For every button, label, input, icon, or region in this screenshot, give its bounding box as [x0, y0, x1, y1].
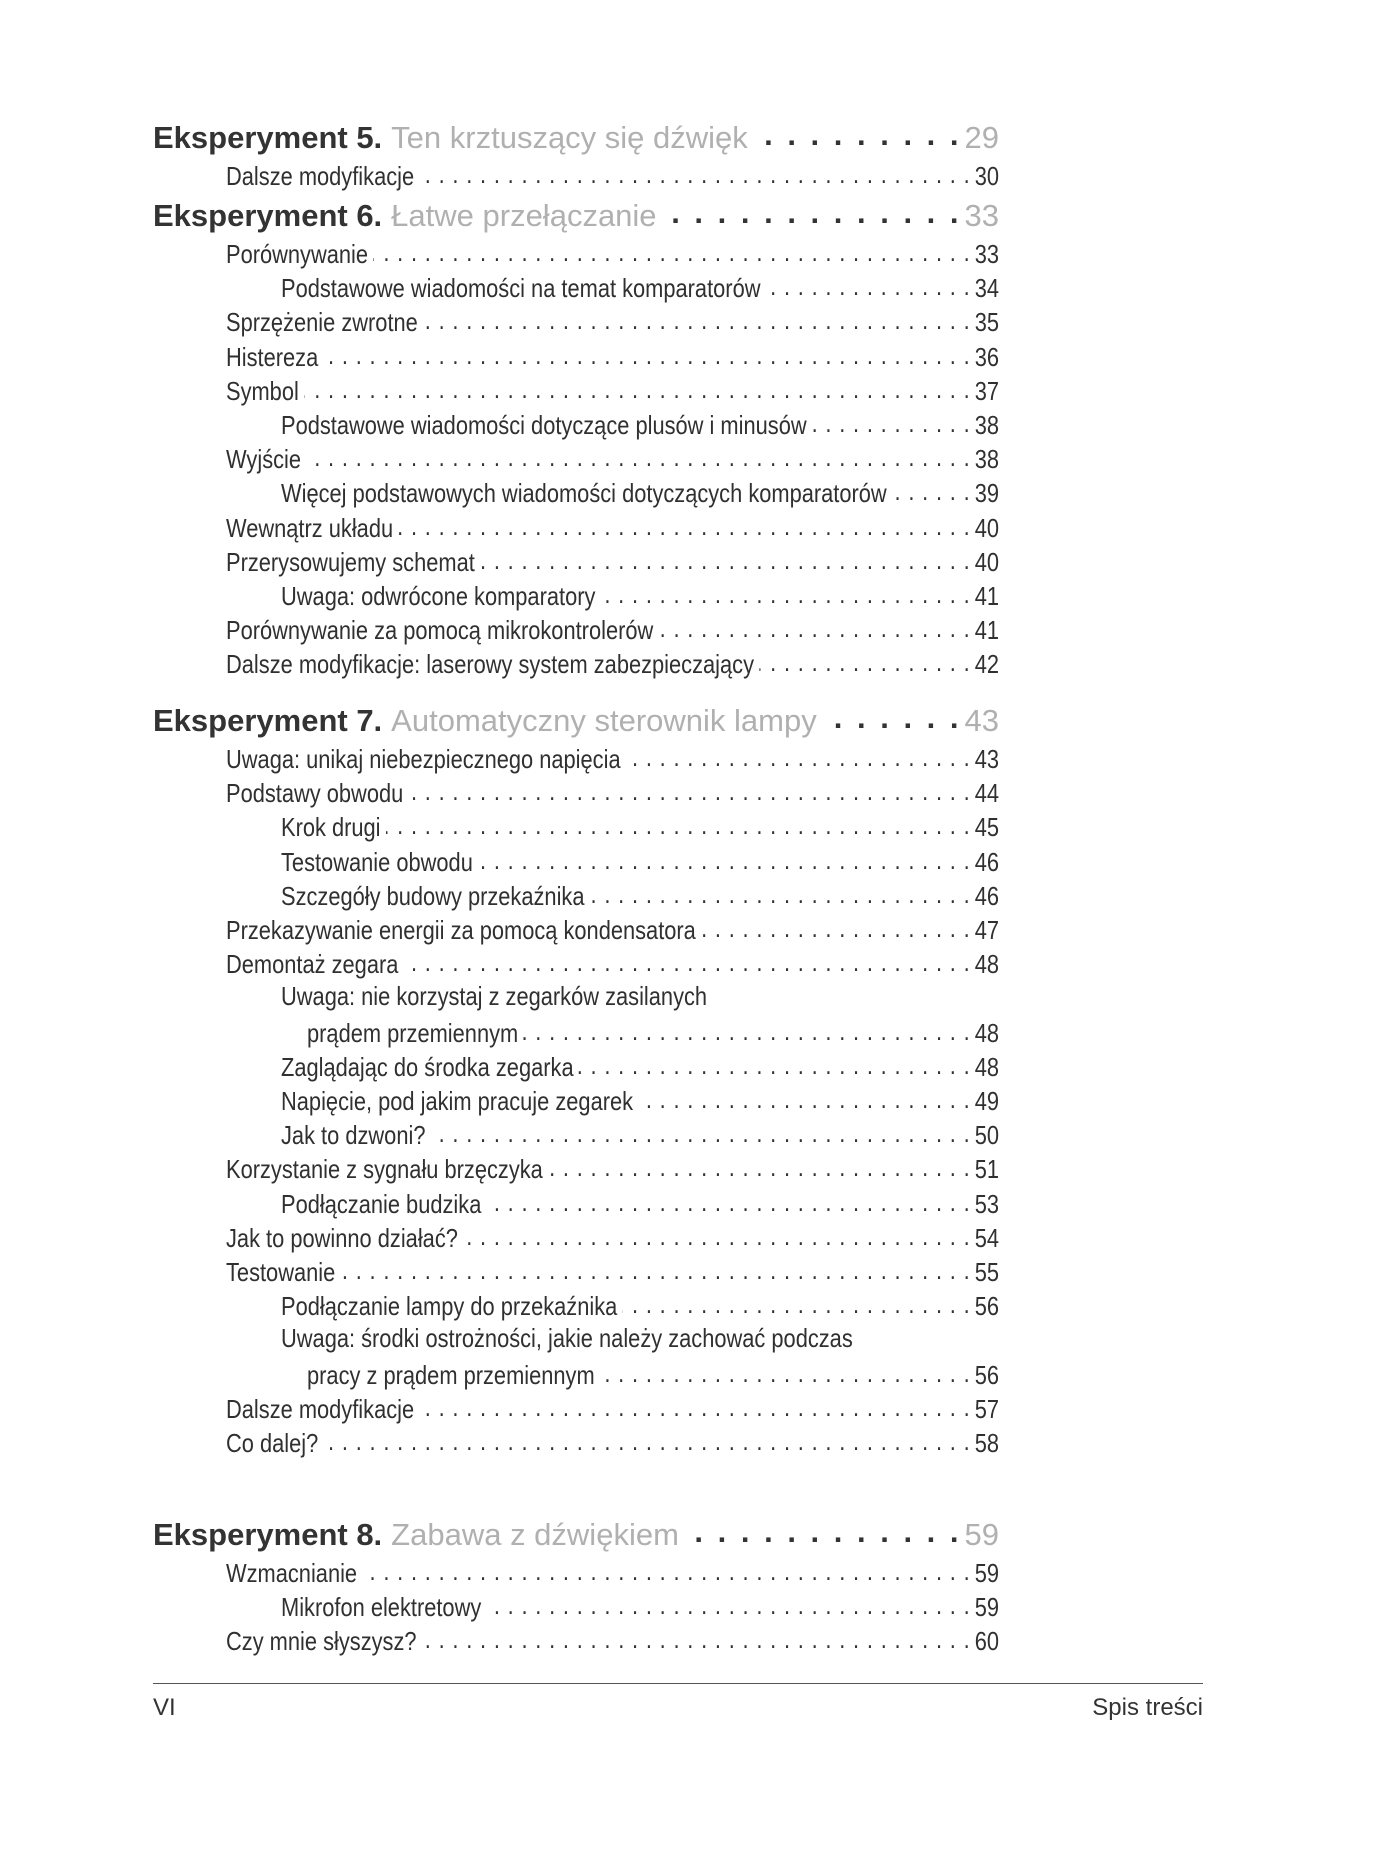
entry-title: Uwaga: nie korzystaj z zegarków zasilanych	[281, 981, 708, 1012]
toc-chapter-row	[153, 1514, 999, 1553]
dot-leader	[759, 647, 970, 673]
page-number: 48	[974, 1051, 999, 1082]
page-number: 46	[974, 846, 999, 877]
dot-leader	[590, 879, 970, 905]
dot-leader	[638, 1084, 970, 1110]
entry-title: Podstawy obwodu	[226, 778, 404, 809]
chapter-label: Eksperyment 5.	[153, 120, 383, 155]
entry-title: Przerysowujemy schemat	[226, 546, 475, 577]
chapter-label: Eksperyment 8.	[153, 1517, 383, 1552]
toc-entry-row	[226, 1221, 999, 1254]
entry-title: Co dalej?	[226, 1428, 319, 1458]
toc-entry-row	[281, 1323, 999, 1354]
toc-entry-row	[226, 776, 999, 809]
toc-entry-row	[226, 913, 999, 946]
page-number: 54	[974, 1222, 999, 1253]
toc-entry-row	[281, 1590, 999, 1623]
entry-title: Zaglądając do środka zegarka	[281, 1051, 574, 1082]
dot-leader	[373, 237, 970, 263]
dot-leader	[419, 1392, 969, 1418]
dot-leader	[766, 271, 970, 297]
dot-leader	[685, 1514, 959, 1545]
dot-leader	[408, 776, 969, 802]
page-number: 51	[974, 1154, 999, 1185]
dot-leader	[626, 742, 970, 768]
toc-entry-row	[307, 1358, 999, 1391]
toc-entry-row	[281, 271, 999, 304]
page-number: 38	[974, 444, 999, 475]
entry-title: Jak to powinno działać?	[226, 1222, 458, 1253]
page-number: 39	[974, 478, 999, 509]
toc-entry-row	[281, 579, 999, 612]
dot-leader	[892, 476, 970, 502]
toc-entry-row	[226, 947, 999, 980]
toc-entry-row	[281, 845, 999, 878]
page-number: 45	[974, 812, 999, 843]
entry-title: Mikrofon elektretowy	[281, 1592, 482, 1623]
entry-title: Histereza	[226, 341, 319, 372]
entry-title: Jak to dzwoni?	[281, 1120, 426, 1151]
toc-entry-row	[226, 1624, 999, 1657]
page-number: 59	[974, 1558, 999, 1588]
toc-entry-row	[281, 1050, 999, 1083]
toc-entry-row	[226, 374, 999, 407]
page-number: 40	[974, 512, 999, 543]
page-number: 56	[974, 1359, 999, 1390]
page-number: 41	[974, 615, 999, 646]
dot-leader	[600, 1358, 970, 1384]
toc-entry-row	[281, 408, 999, 441]
entry-title: pracy z prądem przemiennym	[307, 1359, 595, 1390]
toc-entry-row	[226, 340, 999, 373]
dot-leader	[754, 117, 959, 148]
entry-title: Porównywanie	[226, 239, 369, 269]
dot-leader	[323, 1426, 969, 1452]
entry-title: Uwaga: odwrócone komparatory	[281, 581, 596, 611]
page-number: 59	[964, 1517, 999, 1552]
toc-entry-row	[226, 1556, 999, 1589]
page-number: 59	[974, 1592, 999, 1623]
entry-title: Dalsze modyfikacje	[226, 1393, 415, 1424]
toc-entry-row	[226, 1255, 999, 1288]
toc-entry-row	[281, 810, 999, 843]
entry-title: Podstawowe wiadomości dotyczące plusów i minusów	[281, 410, 807, 440]
dot-leader	[486, 1590, 969, 1616]
toc-entry-row	[226, 305, 999, 338]
page-number: 48	[974, 1017, 999, 1048]
dot-leader	[480, 545, 970, 571]
toc-entry-row	[281, 1187, 999, 1220]
chapter-title: Zabawa z dźwiękiem	[391, 1517, 679, 1552]
entry-title: Testowanie	[226, 1257, 336, 1287]
entry-title: Demontaż zegara	[226, 949, 399, 980]
dot-leader	[362, 1556, 970, 1582]
page-number: 57	[974, 1393, 999, 1424]
entry-title: Podłączanie lampy do przekaźnika	[281, 1291, 618, 1322]
dot-leader	[548, 1152, 970, 1178]
footer-divider	[153, 1683, 1203, 1684]
entry-title: Szczegóły budowy przekaźnika	[281, 880, 585, 911]
toc-entry-row	[226, 742, 999, 775]
toc-entry-row	[226, 545, 999, 578]
dot-leader	[403, 947, 969, 973]
entry-title: Dalsze modyfikacje: laserowy system zabezpieczający	[226, 649, 755, 680]
toc-entry-row	[281, 879, 999, 912]
dot-leader	[823, 700, 959, 731]
page-number: 40	[974, 546, 999, 577]
toc-entry-row	[281, 1118, 999, 1151]
page-number: 33	[974, 239, 999, 269]
dot-leader	[306, 442, 970, 468]
page-number: 44	[974, 778, 999, 809]
dot-leader	[422, 1624, 970, 1650]
chapter-label: Eksperyment 7.	[153, 703, 383, 738]
entry-title: Uwaga: środki ostrożności, jakie należy zachować podczas	[281, 1323, 853, 1354]
dot-leader	[478, 845, 970, 871]
toc-entry-row	[281, 981, 999, 1012]
toc-entry-row	[226, 511, 999, 544]
dot-leader	[486, 1187, 969, 1213]
page-number: 42	[974, 649, 999, 680]
entry-title: Porównywanie za pomocą mikrokontrolerów	[226, 615, 654, 646]
chapter-label: Eksperyment 6.	[153, 198, 383, 233]
dot-leader	[340, 1255, 969, 1281]
toc-entry-row	[226, 237, 999, 270]
toc-chapter-row	[153, 117, 999, 156]
dot-leader	[663, 195, 959, 226]
entry-title: Dalsze modyfikacje	[226, 161, 415, 191]
toc-entry-row	[281, 1289, 999, 1322]
chapter-title: Łatwe przełączanie	[391, 198, 657, 233]
dot-leader	[386, 810, 970, 836]
page-number: 33	[964, 198, 999, 233]
toc-entry-row	[226, 442, 999, 475]
page-number: 38	[974, 410, 999, 440]
dot-leader	[423, 305, 970, 331]
page-number: 60	[974, 1626, 999, 1657]
entry-title: Symbol	[226, 375, 299, 406]
entry-title: Napięcie, pod jakim pracuje zegarek	[281, 1086, 634, 1116]
page-number: 29	[964, 120, 999, 155]
page-number: 53	[974, 1188, 999, 1219]
page-number: 58	[974, 1428, 999, 1458]
chapter-title: Automatyczny sterownik lampy	[391, 703, 817, 738]
page-number: 43	[964, 703, 999, 738]
toc-entry-row	[307, 1016, 999, 1049]
entry-title: Krok drugi	[281, 812, 381, 843]
page-number: 47	[974, 915, 999, 945]
dot-leader	[463, 1221, 970, 1247]
toc-entry-row	[226, 1152, 999, 1185]
toc-chapter-row	[153, 700, 999, 739]
page-number: 50	[974, 1120, 999, 1151]
entry-title: Testowanie obwodu	[281, 846, 473, 877]
toc-entry-row	[281, 1084, 999, 1117]
toc-entry-row	[226, 159, 999, 192]
toc-entry-row	[226, 613, 999, 646]
page-number: 46	[974, 880, 999, 911]
entry-title: Wewnątrz układu	[226, 512, 394, 543]
entry-title: Podłączanie budzika	[281, 1188, 482, 1219]
dot-leader	[701, 913, 970, 939]
entry-title: Więcej podstawowych wiadomości dotyczących komparatorów	[281, 478, 887, 509]
dot-leader	[304, 374, 970, 400]
toc-entry-row	[281, 476, 999, 509]
page-number: 49	[974, 1086, 999, 1116]
dot-leader	[523, 1016, 969, 1042]
toc-entry-row	[226, 1392, 999, 1425]
toc-entry-row	[226, 1426, 999, 1459]
page-number: 56	[974, 1291, 999, 1322]
entry-title: Korzystanie z sygnału brzęczyka	[226, 1154, 543, 1185]
page-number: 30	[974, 161, 999, 191]
page-number: 36	[974, 341, 999, 372]
footer-section-title: Spis treści	[1092, 1694, 1203, 1721]
entry-title: Sprzężenie zwrotne	[226, 307, 418, 338]
dot-leader	[579, 1050, 970, 1076]
page-number: 48	[974, 949, 999, 980]
page-number: 35	[974, 307, 999, 338]
dot-leader	[398, 511, 970, 537]
dot-leader	[323, 340, 969, 366]
entry-title: prądem przemiennym	[307, 1017, 519, 1048]
entry-title: Czy mnie słyszysz?	[226, 1626, 417, 1657]
page-number: 34	[974, 273, 999, 304]
chapter-title: Ten krztuszący się dźwięk	[391, 120, 748, 155]
toc-chapter-row	[153, 195, 999, 234]
dot-leader	[431, 1118, 970, 1144]
footer-page-number: VI	[153, 1694, 176, 1721]
dot-leader	[812, 408, 970, 434]
dot-leader	[658, 613, 969, 639]
page-number: 55	[974, 1257, 999, 1287]
entry-title: Uwaga: unikaj niebezpiecznego napięcia	[226, 744, 621, 774]
page-number: 37	[974, 375, 999, 406]
entry-title: Wzmacnianie	[226, 1558, 358, 1588]
dot-leader	[419, 159, 969, 185]
dot-leader	[600, 579, 969, 605]
toc-entry-row	[226, 647, 999, 680]
dot-leader	[622, 1289, 969, 1315]
entry-title: Wyjście	[226, 444, 302, 475]
page-number: 43	[974, 744, 999, 774]
entry-title: Podstawowe wiadomości na temat komparatorów	[281, 273, 761, 304]
entry-title: Przekazywanie energii za pomocą kondensatora	[226, 915, 696, 945]
page-number: 41	[974, 581, 999, 611]
